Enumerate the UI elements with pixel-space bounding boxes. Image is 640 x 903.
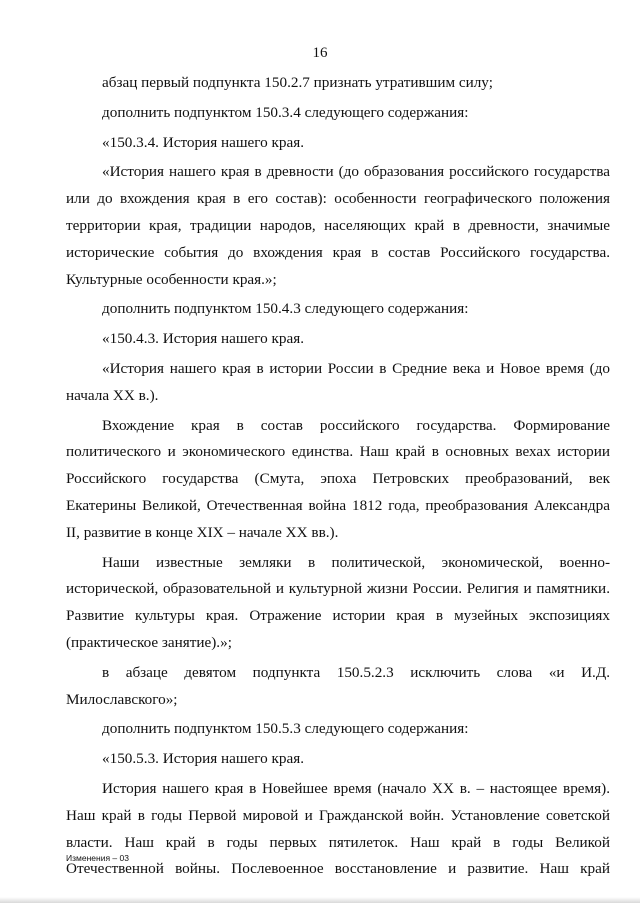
paragraph: дополнить подпунктом 150.5.3 следующего содержания:	[102, 720, 469, 738]
paragraph: абзац первый подпункта 150.2.7 признать утратившим силу;	[102, 74, 493, 91]
paragraph: «150.4.3. История нашего края.	[102, 330, 305, 348]
paragraph: Наши известные земляки в политической, экономической, военно-исторической, образовательной и культурной жизни России. Религия и памятники. Развитие культуры края. Отражение истории края в музейных экспозициях (практическое занятие).»;	[66, 553, 610, 651]
paragraph: История нашего края в Новейшее время (начало XX в. – настоящее время). Наш край в годы Первой мировой и Гражданской войн. Установление советской власти. Наш край в годы первых пятилеток. Наш край в годы Великой Отечественной войны. Послевоенное восстановление и развитие. Наш край	[66, 779, 610, 878]
page-number: 16	[312, 45, 328, 61]
scan-edge	[0, 897, 640, 903]
paragraph: «История нашего края в истории России в Средние века и Новое время (до начала XX в.).	[66, 359, 610, 404]
paragraph: дополнить подпунктом 150.3.4 следующего содержания:	[102, 103, 469, 121]
paragraph: дополнить подпунктом 150.4.3 следующего содержания:	[102, 300, 469, 318]
paragraph: «История нашего края в древности (до образования российского государства или до вхождения края в его состав): особенности географического положения территории края, традиции народов, населяющих край в древности, значимые исторические события до вхождения края в состав Российского государства. Культурные особенности края.»;	[66, 163, 610, 288]
paragraph: «150.3.4. История нашего края.	[102, 133, 305, 151]
paragraph: в абзаце девятом подпункта 150.5.2.3 исключить слова «и И.Д. Милославского»;	[66, 663, 610, 708]
paragraph: «150.5.3. История нашего края.	[102, 750, 305, 768]
document-body	[66, 70, 610, 883]
paragraph: Вхождение края в состав российского государства. Формирование политического и экономического единства. Наш край в основных вехах истории Российского государства (Смута, эпоха Петровских преобразований, век Екатерины Великой, Отечественная война 1812 года, преобразования Александра II, развитие в конце XIX – начале XX вв.).	[66, 416, 610, 541]
footer-revision-note: Изменения – 03	[66, 853, 129, 863]
